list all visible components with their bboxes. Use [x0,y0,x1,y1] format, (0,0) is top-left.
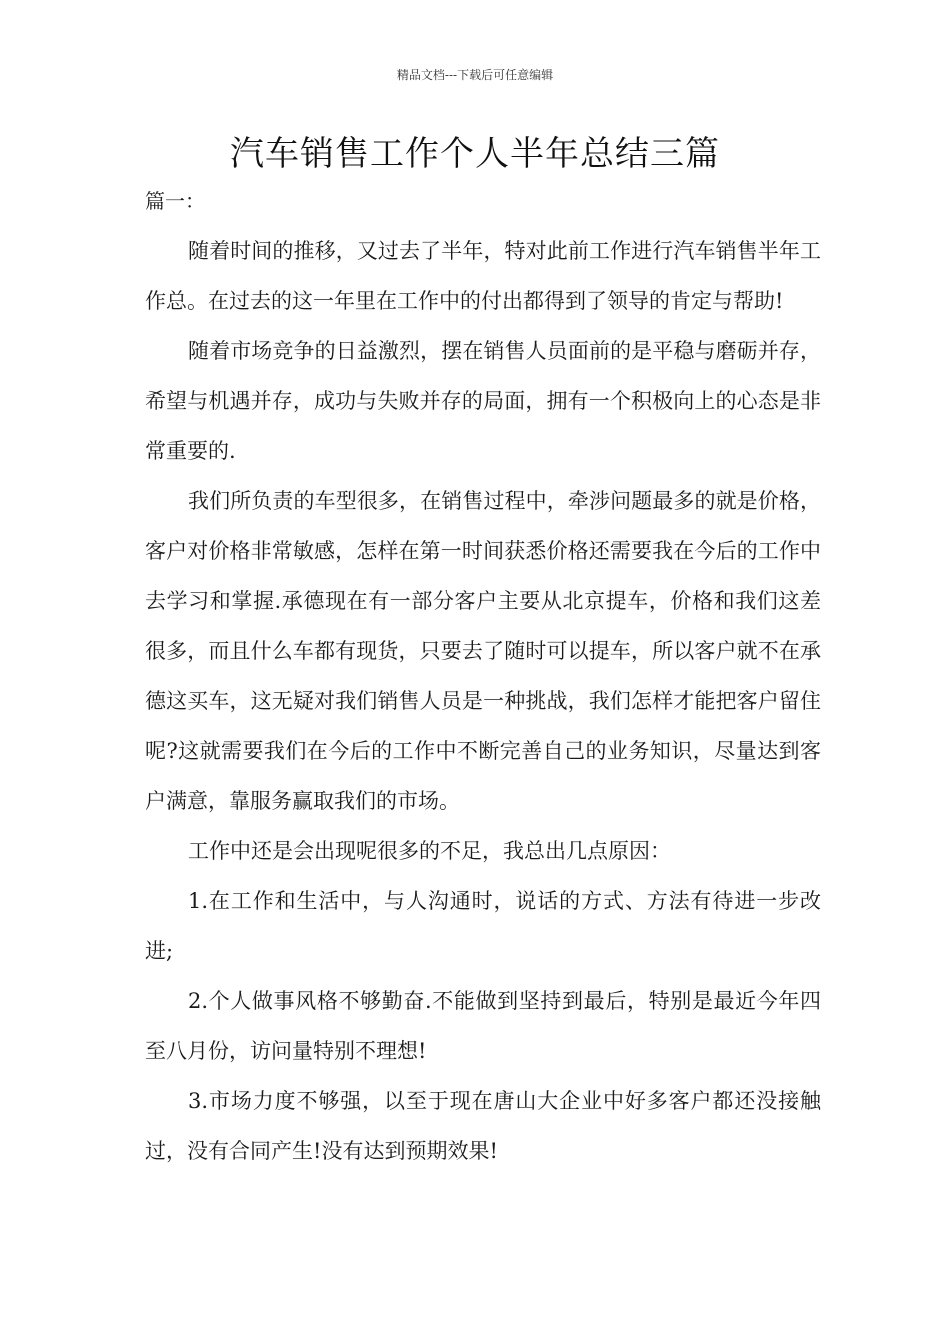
section-label: 篇一： [145,189,205,213]
list-item-1: 1.在工作和生活中，与人沟通时，说话的方式、方法有待进一步改进; [145,889,821,963]
document-body [145,176,821,1176]
paragraph-market: 随着市场竞争的日益激烈，摆在销售人员面前的是平稳与磨砺并存，希望与机遇并存，成功与失败并存的局面，拥有一个积极向上的心态是非常重要的. [145,339,821,463]
list-item-2: 2.个人做事风格不够勤奋.不能做到坚持到最后，特别是最近今年四至八月份，访问量特别不理想! [145,989,821,1063]
list-item-3: 3.市场力度不够强，以至于现在唐山大企业中好多客户都还没接触过，没有合同产生!没有达到预期效果! [145,1089,821,1163]
paragraph-shortcomings: 工作中还是会出现呢很多的不足，我总出几点原因： [188,839,671,863]
paragraph-pricing: 我们所负责的车型很多，在销售过程中，牵涉问题最多的就是价格，客户对价格非常敏感，怎样在第一时间获悉价格还需要我在今后的工作中去学习和掌握.承德现在有一部分客户主要从北京提车，价格和我们这差很多，而且什么车都有现货，只要去了随时可以提车，所以客户就不在承德这买车，这无疑对我们销售人员是一种挑战，我们怎样才能把客户留住呢?这就需要我们在今后的工作中不断完善自己的业务知识，尽量达到客户满意，靠服务赢取我们的市场。 [145,489,821,813]
header-note: 精品文档---下载后可任意编辑 [396,68,554,82]
document-title: 汽车销售工作个人半年总结三篇 [230,134,720,174]
paragraph-intro: 随着时间的推移，又过去了半年，特对此前工作进行汽车销售半年工作总。在过去的这一年里在工作中的付出都得到了领导的肯定与帮助! [145,239,821,313]
